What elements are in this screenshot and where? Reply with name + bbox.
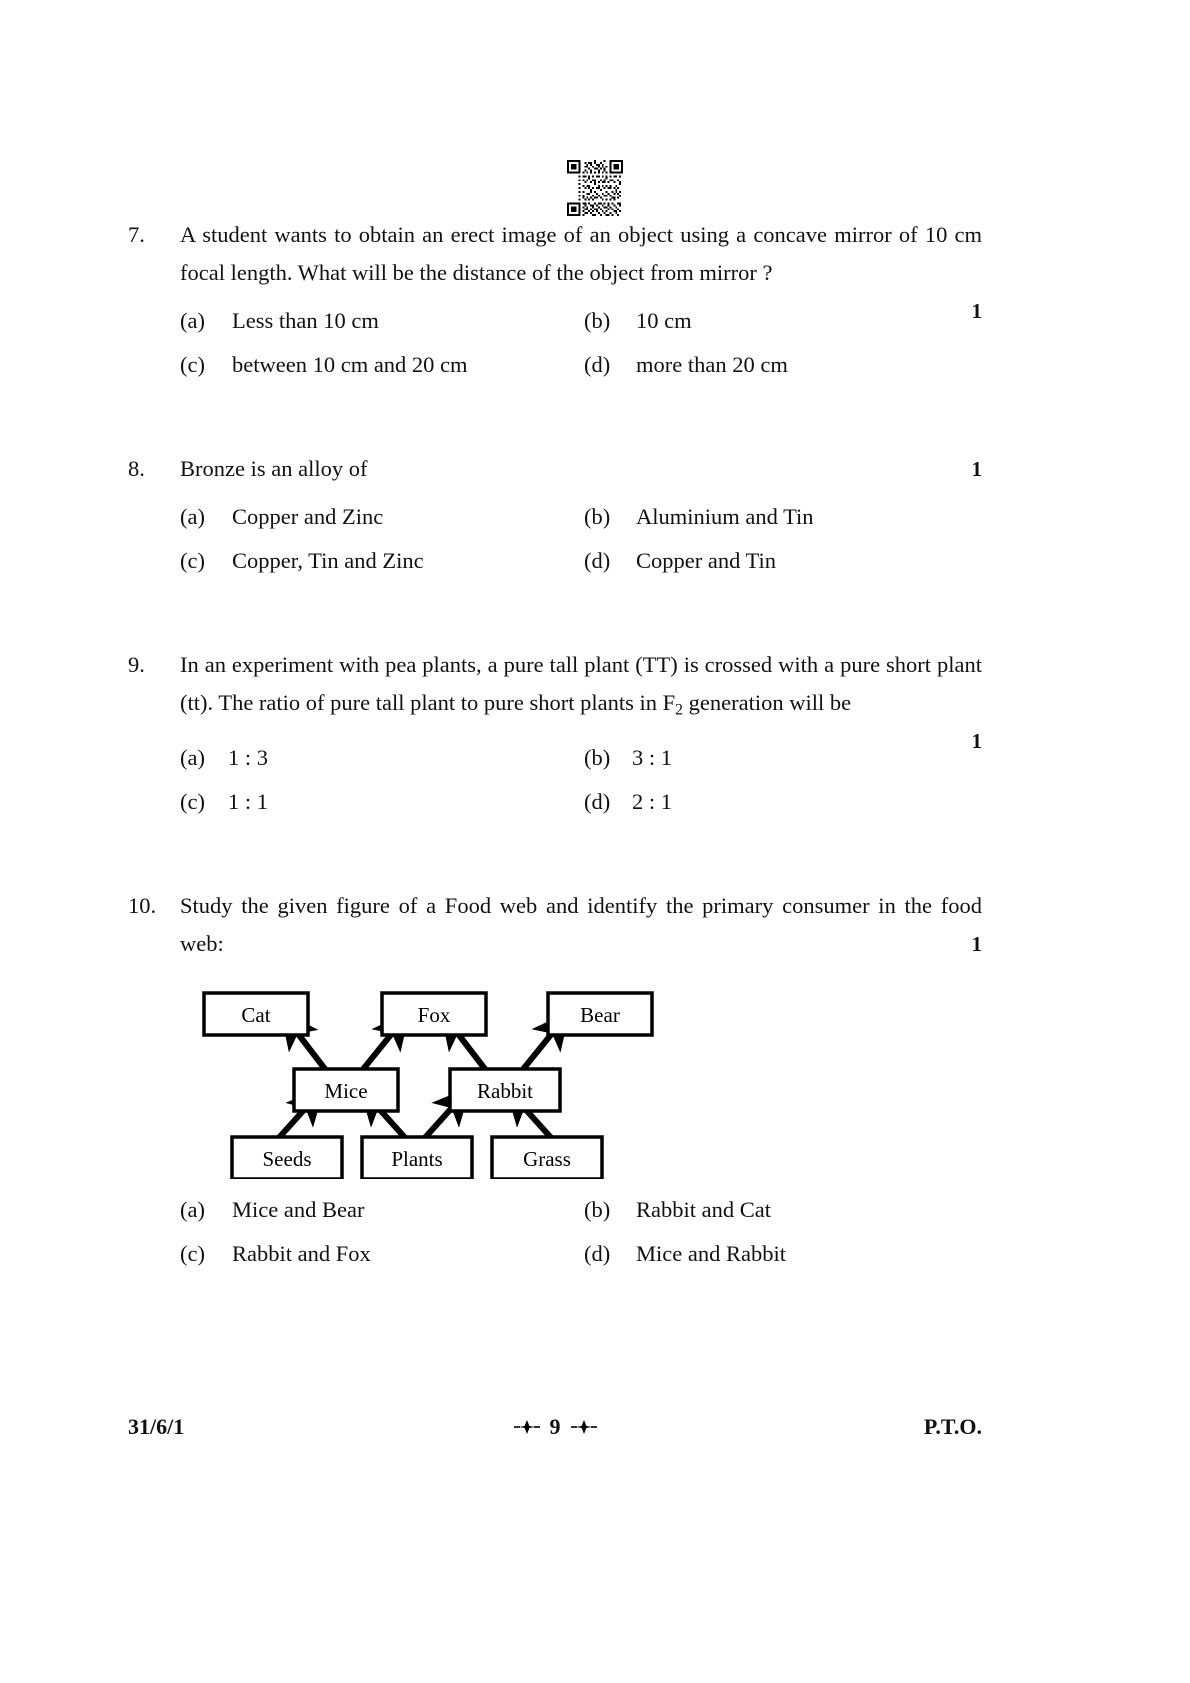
option-key: (d)	[584, 789, 611, 815]
question-10	[128, 887, 982, 1271]
food-web-label-cat: Cat	[241, 1003, 271, 1028]
question-10-option-d[interactable]	[570, 1237, 982, 1271]
diamond-ornament-right-icon	[571, 1418, 597, 1436]
option-label: Mice and Rabbit	[636, 1241, 786, 1267]
option-key: (b)	[584, 504, 611, 529]
question-10-statement: Study the given figure of a Food web and identify the primary consumer in the food web:	[180, 893, 982, 957]
question-7-statement: A student wants to obtain an erect image of an object using a concave mirror of 10 cm focal length. What will be the distance of the object from mirror ?	[180, 222, 982, 285]
question-7-number: 7.	[128, 222, 145, 247]
option-label: 3 : 1	[632, 745, 673, 771]
option-key: (a)	[180, 308, 205, 333]
qr-code-icon	[567, 160, 623, 216]
paper-code: 31/6/1	[128, 1414, 185, 1439]
question-8-marks: 1	[971, 457, 982, 481]
option-key: (d)	[584, 352, 611, 377]
food-web-label-fox: Fox	[417, 1003, 451, 1028]
question-7-option-c[interactable]	[128, 348, 570, 382]
food-web-node-grass	[492, 1137, 602, 1179]
option-row	[128, 785, 982, 819]
question-8	[128, 450, 982, 578]
question-8-number: 8.	[128, 456, 145, 481]
option-label: Mice and Bear	[232, 1197, 365, 1223]
question-7-options	[128, 304, 982, 382]
food-web-label-mice: Mice	[324, 1079, 368, 1104]
option-key: (a)	[180, 745, 205, 771]
food-web-label-grass: Grass	[523, 1147, 571, 1172]
option-row	[128, 741, 982, 775]
food-web-label-plants: Plants	[391, 1147, 443, 1172]
question-7-option-b[interactable]	[570, 304, 982, 338]
page-footer	[128, 1414, 982, 1454]
question-9-option-b[interactable]	[570, 741, 982, 775]
qr-code-container	[0, 160, 1190, 216]
food-web-label-seeds: Seeds	[262, 1147, 312, 1172]
option-label: Copper and Tin	[636, 548, 777, 573]
option-label: Rabbit and Cat	[636, 1197, 771, 1223]
question-10-number: 10.	[128, 893, 157, 919]
question-10-option-c[interactable]	[128, 1237, 570, 1271]
pto-label: P.T.O.	[923, 1414, 982, 1439]
food-web-label-bear: Bear	[580, 1003, 620, 1028]
option-key: (d)	[584, 548, 611, 573]
option-row	[128, 544, 982, 578]
option-label: 1 : 3	[228, 745, 269, 771]
option-key: (b)	[584, 745, 611, 771]
question-8-option-d[interactable]	[570, 544, 982, 578]
question-9	[128, 646, 982, 819]
option-key: (a)	[180, 1197, 205, 1223]
question-10-marks: 1	[971, 932, 982, 957]
question-10-option-a[interactable]	[128, 1193, 570, 1227]
food-web-node-mice	[294, 1069, 398, 1111]
option-label: Copper and Zinc	[232, 504, 384, 529]
option-label: Less than 10 cm	[232, 308, 379, 333]
option-row	[128, 304, 982, 338]
spacer	[128, 588, 982, 646]
question-10-option-b[interactable]	[570, 1193, 982, 1227]
question-7-marks: 1	[971, 299, 982, 323]
option-key: (b)	[584, 308, 611, 333]
option-label: 10 cm	[636, 308, 692, 333]
option-key: (d)	[584, 1241, 611, 1267]
option-key: (c)	[180, 789, 205, 815]
question-9-marks: 1	[971, 729, 982, 753]
option-key: (b)	[584, 1197, 611, 1223]
question-9-text	[180, 646, 982, 753]
question-9-number: 9.	[128, 652, 145, 677]
food-web-label-rabbit: Rabbit	[477, 1079, 533, 1104]
question-9-statement-part2: generation will be	[683, 690, 852, 715]
food-web-node-bear	[548, 993, 652, 1035]
question-7	[128, 216, 982, 382]
question-8-option-b[interactable]	[570, 500, 982, 534]
question-8-option-a[interactable]	[128, 500, 570, 534]
food-web-node-plants	[362, 1137, 472, 1179]
option-label: 2 : 1	[632, 789, 673, 815]
question-8-text	[180, 450, 982, 488]
question-8-statement: Bronze is an alloy of	[180, 456, 368, 481]
food-web-node-fox	[382, 993, 486, 1035]
option-label: Aluminium and Tin	[636, 504, 814, 529]
spacer	[128, 829, 982, 887]
option-key: (c)	[180, 1241, 205, 1267]
spacer	[128, 392, 982, 450]
option-label: between 10 cm and 20 cm	[232, 352, 468, 377]
option-row	[128, 1193, 982, 1227]
option-key: (c)	[180, 548, 205, 573]
question-9-option-c[interactable]	[128, 785, 570, 819]
question-9-option-a[interactable]	[128, 741, 570, 775]
question-8-option-c[interactable]	[128, 544, 570, 578]
food-web-node-rabbit	[450, 1069, 560, 1111]
question-10-options	[128, 1193, 982, 1271]
option-row	[128, 500, 982, 534]
food-web-node-cat	[204, 993, 308, 1035]
food-web-node-seeds	[232, 1137, 342, 1179]
option-label: Copper, Tin and Zinc	[232, 548, 424, 573]
option-row	[128, 1237, 982, 1271]
question-9-statement-part1: In an experiment with pea plants, a pure tall plant (TT) is crossed with a pure short plant (tt). The ratio of pure tall plant to pure short plants in F	[180, 652, 982, 715]
question-9-options	[128, 741, 982, 819]
option-key: (c)	[180, 352, 205, 377]
question-8-options	[128, 500, 982, 578]
option-label: 1 : 1	[228, 789, 269, 815]
page-number-group	[128, 1414, 982, 1440]
option-row	[128, 348, 982, 382]
question-7-option-a[interactable]	[128, 304, 570, 338]
question-9-subscript: 2	[675, 701, 683, 719]
question-9-option-d[interactable]	[570, 785, 982, 819]
food-web-diagram	[176, 979, 736, 1179]
page-number: 9	[549, 1414, 561, 1439]
question-10-text	[180, 887, 982, 963]
question-7-option-d[interactable]	[570, 348, 982, 382]
option-label: more than 20 cm	[636, 352, 788, 377]
option-key: (a)	[180, 504, 205, 529]
diamond-ornament-left-icon	[514, 1418, 540, 1436]
option-label: Rabbit and Fox	[232, 1241, 371, 1267]
questions-container	[128, 216, 982, 1281]
